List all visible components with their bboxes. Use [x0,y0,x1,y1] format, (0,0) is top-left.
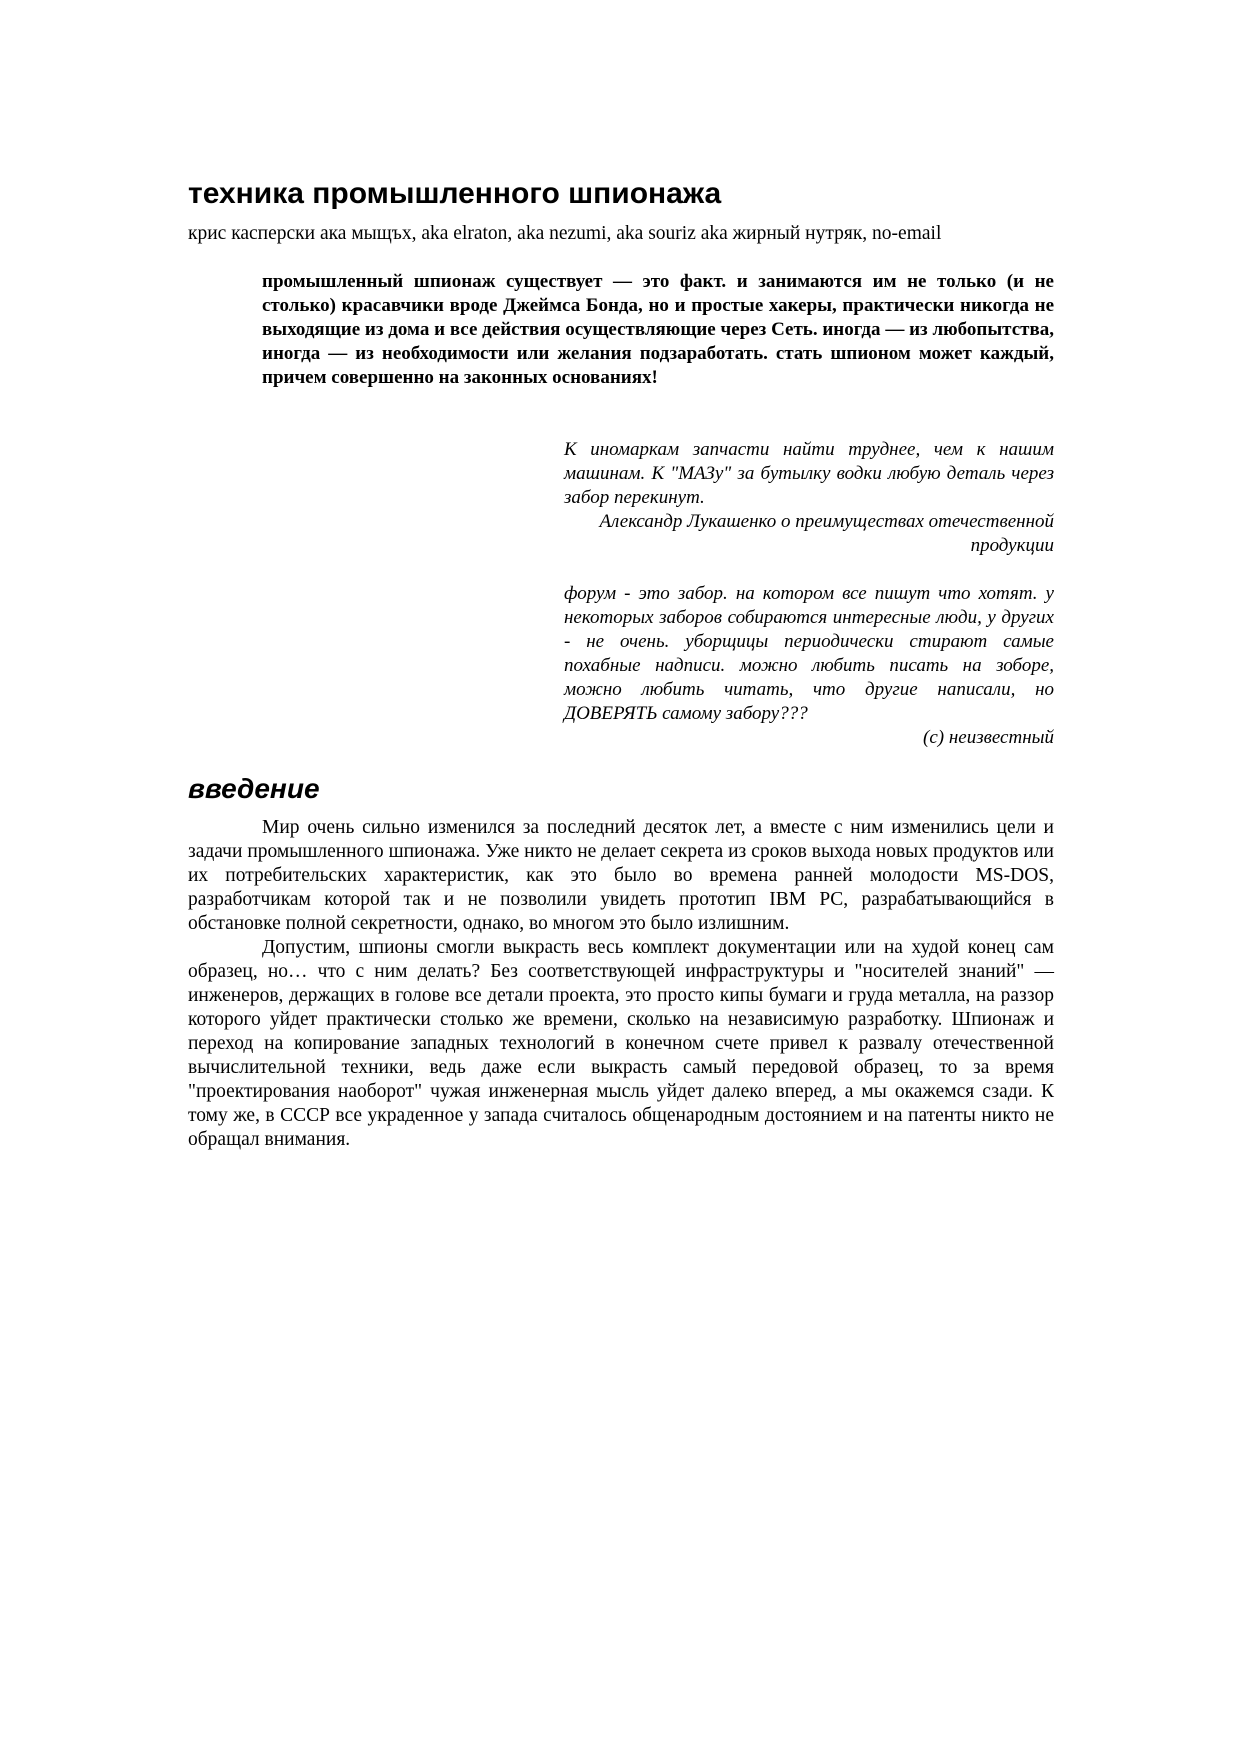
epigraph-forum [564,582,1054,750]
epigraph-attribution: (c) неизвестный [923,727,1054,748]
abstract: промышленный шпионаж существует — это факт. и занимаются им не только (и не столько) красавчики вроде Джеймса Бонда, но и простые хакеры, практически никогда не выходящие из дома и все действия осуществляющие через Сеть. иногда — из любопытства, иногда — из необходимости или желания подзаработать. стать шпионом может каждый, причем совершенно на законных основаниях! [262,271,1054,388]
section-heading-introduction: введение [188,773,320,804]
epigraph-quote: К иномаркам запчасти найти труднее, чем к нашим машинам. К "МАЗу" за бутылку водки любую деталь через забор перекинут. [564,439,1054,508]
author-byline: крис касперски ака мыщъх, aka elraton, aka nezumi, aka souriz aka жирный нутряк, no-email [188,223,942,244]
body-paragraph: Допустим, шпионы смогли выкрасть весь комплект документации или на худой конец сам образец, но… что с ним делать? Без соответствующей инфраструктуры и "носителей знаний" — инженеров, держащих в голове все детали проекта, это просто кипы бумаги и груда металла, на раззор которого уйдет практически столько же времени, сколько на независимую разработку. Шпионаж и переход на копирование западных технологий в конечном счете привел к развалу отечественной вычислительной техники, ведь даже если выкрасть самый передовой образец, то за время "проектирования наоборот" чужая инженерная мысль уйдет далеко вперед, а мы окажемся сзади. К тому же, в СССР все украденное у запада считалось общенародным достоянием и на патенты никто не обращал внимания. [188,937,1054,1150]
body-paragraph: Мир очень сильно изменился за последний десяток лет, а вместе с ним изменились цели и задачи промышленного шпионажа. Уже никто не делает секрета из сроков выхода новых продуктов или их потребительских характеристик, как это было во времена ранней молодости MS-DOS, разработчикам которой так и не позволили увидеть прототип IBM PC, разрабатывающийся в обстановке полной секретности, однако, во многом это было излишним. [188,817,1054,934]
introduction-body [188,816,1054,1152]
document-title: техника промышленного шпионажа [188,177,722,210]
epigraph-quote: форум - это забор. на котором все пишут что хотят. у некоторых заборов собираются интересные люди, у других - не очень. уборщицы периодически стирают самые похабные надписи. можно любить писать на зоборе, можно любить читать, что другие написали, но ДОВЕРЯТЬ самому забору??? [564,583,1054,724]
epigraph-lukashenko [564,438,1054,558]
epigraph-attribution: Александр Лукашенко о преимуществах отечественной продукции [599,511,1054,556]
